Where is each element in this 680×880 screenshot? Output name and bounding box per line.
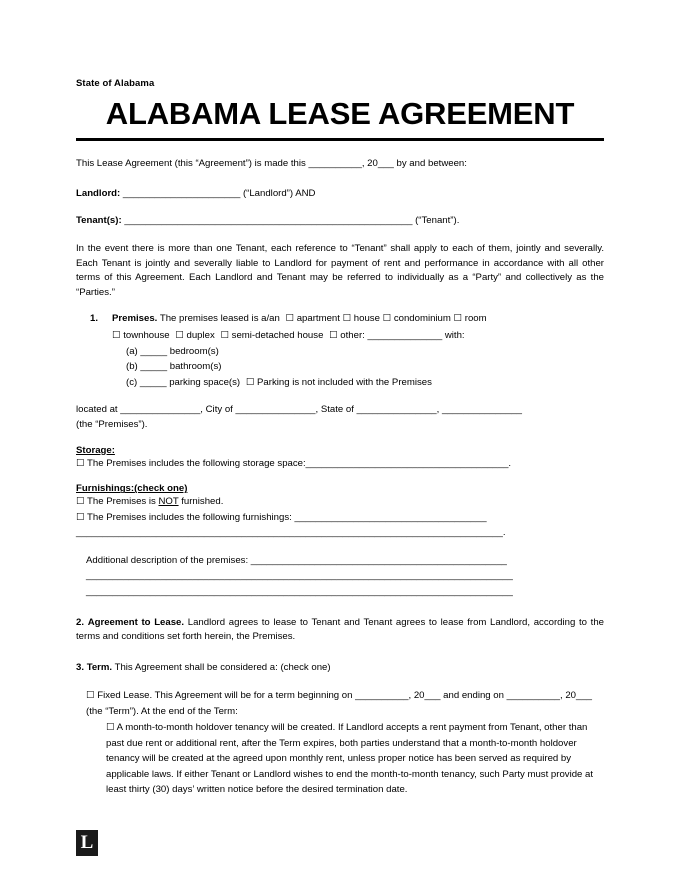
furnishings-option-1-pre: The Premises is <box>87 496 159 508</box>
landlord-blank: ______________________ (“Landlord”) AND <box>122 188 316 200</box>
furnishings-heading-note: (check one) <box>134 483 188 495</box>
checkbox-holdover-tenancy[interactable]: ☐ <box>106 722 115 734</box>
tenant-label: Tenant(s): <box>76 215 122 227</box>
state-line: State of Alabama <box>76 78 155 89</box>
furnishings-heading <box>76 483 604 494</box>
furnishings-heading-text: Furnishings: <box>76 483 135 495</box>
clause-3-term <box>76 661 604 676</box>
furnishings-option-2-continued: ________________________________________________________________________________. <box>76 527 506 539</box>
additional-description-line2: ________________________________________________________________________________ <box>86 570 513 582</box>
landlord-line <box>76 188 604 199</box>
checkbox-fixed-lease[interactable]: ☐ <box>86 690 95 702</box>
checkbox-storage[interactable]: ☐ <box>76 457 85 469</box>
storage-heading: Storage: <box>76 444 115 456</box>
located-at-line1: located at _______________, City of _______________, State of _______________, _______________ <box>76 404 522 416</box>
intro-paragraph: This Lease Agreement (this “Agreement”) is made this __________, 20___ by and between: <box>76 158 467 170</box>
clause-3-text: This Agreement shall be considered a: (check one) <box>114 662 331 674</box>
clause-3-number: 3. <box>76 662 85 674</box>
clause-3-fixed-lease-text: Fixed Lease. This Agreement will be for a term beginning on __________, 20___ and ending on __________, 20___ (the “Term”). At the end of the Term: <box>86 690 593 717</box>
clause-1-options-row2 <box>76 329 604 344</box>
checkbox-furnished[interactable]: ☐ <box>76 511 85 523</box>
located-at-block <box>76 402 604 433</box>
clause-1-number: 1. <box>90 313 99 325</box>
checkbox-semi-detached-house[interactable]: ☐ <box>217 330 229 342</box>
clause-2-agreement-to-lease <box>76 616 604 646</box>
checkbox-condominium[interactable]: ☐ <box>382 313 392 325</box>
clause-3-title: Term. <box>86 662 113 674</box>
storage-text: The Premises includes the following storage space:______________________________________. <box>87 457 512 469</box>
clause-1-title: Premises. <box>112 313 158 325</box>
clause-3-fixed-lease <box>76 688 604 719</box>
storage-line <box>76 456 604 472</box>
clause-2-number: 2. <box>76 616 85 628</box>
checkbox-other[interactable]: ☐ <box>326 330 338 342</box>
furnishings-option-1 <box>76 494 604 510</box>
option-room: room <box>464 313 487 325</box>
furnishings-option-1-not: NOT <box>158 496 179 508</box>
checkbox-no-parking[interactable]: ☐ <box>242 376 255 388</box>
clause-1-detail-c-label: Parking is not included with the Premises <box>257 376 432 388</box>
tenant-blank: ______________________________________________________ (“Tenant”). <box>124 215 460 227</box>
checkbox-apartment[interactable]: ☐ <box>282 313 295 325</box>
clause-1-detail-b: (b) _____ bathroom(s) <box>126 361 222 373</box>
clause-2-text: Landlord agrees to lease to Tenant and Tenant agrees to lease from Landlord, according to the terms and conditions set forth herein, the Premises. <box>76 616 604 643</box>
checkbox-house[interactable]: ☐ <box>342 313 352 325</box>
clause-1-premises <box>76 312 604 327</box>
option-townhouse: townhouse <box>123 330 170 342</box>
located-at-line2: (the “Premises”). <box>76 419 148 431</box>
clause-1-text: The premises leased is a/an <box>159 313 280 325</box>
additional-description-line1: Additional description of the premises: ________________________________________________ <box>86 554 507 566</box>
clause-3-holdover-text: A month-to-month holdover tenancy will be created. If Landlord accepts a rent payment from Tenant, other than past due rent or additional rent, after the Term expires, both parties understand that a month-to-month holdover tenancy will be created at the agreed upon monthly rent, unless proper notice has been served as required by applicable laws. If either Tenant or Landlord wishes to end the month-to-month tenancy, such Party must provide at least thirty (30) days’ written notice before the desired termination date. <box>106 722 594 796</box>
option-other: other: ______________ with: <box>340 330 465 342</box>
option-duplex: duplex <box>186 330 215 342</box>
option-house: house <box>353 313 380 325</box>
option-apartment: apartment <box>296 313 340 325</box>
furnishings-option-1-post: furnished. <box>178 496 224 508</box>
tenant-line <box>76 215 604 226</box>
page-title: ALABAMA LEASE AGREEMENT <box>105 96 575 131</box>
additional-description-line3: ________________________________________________________________________________ <box>86 585 513 597</box>
clause-1-detail-a: (a) _____ bedroom(s) <box>126 346 219 358</box>
option-condominium: condominium <box>393 313 451 325</box>
title-divider <box>76 138 604 141</box>
furnishings-option-2-text: The Premises includes the following furnishings: ____________________________________ <box>87 511 487 523</box>
checkbox-not-furnished[interactable]: ☐ <box>76 496 85 508</box>
multiple-tenants-paragraph: In the event there is more than one Tenant, each reference to “Tenant” shall apply to each of them, jointly and severally. Each Tenant is jointly and severally liable to Landlord for payment of rent and performance in accordance with all other terms of this Agreement. Each Landlord and Tenant may be referred to individually as a “Party” and collectively as the “Parties.” <box>76 243 604 298</box>
clause-2-title: Agreement to Lease. <box>87 616 185 628</box>
furnishings-option-2 <box>76 510 604 526</box>
checkbox-room[interactable]: ☐ <box>453 313 463 325</box>
checkbox-townhouse[interactable]: ☐ <box>112 330 121 342</box>
clause-1-detail-c <box>76 375 604 390</box>
logo: L <box>76 830 98 856</box>
checkbox-duplex[interactable]: ☐ <box>172 330 184 342</box>
option-semi-detached-house: semi-detached house <box>231 330 324 342</box>
clause-3-holdover <box>76 720 604 798</box>
clause-1-detail-c-text: (c) _____ parking space(s) <box>126 376 241 388</box>
landlord-label: Landlord: <box>76 188 121 200</box>
